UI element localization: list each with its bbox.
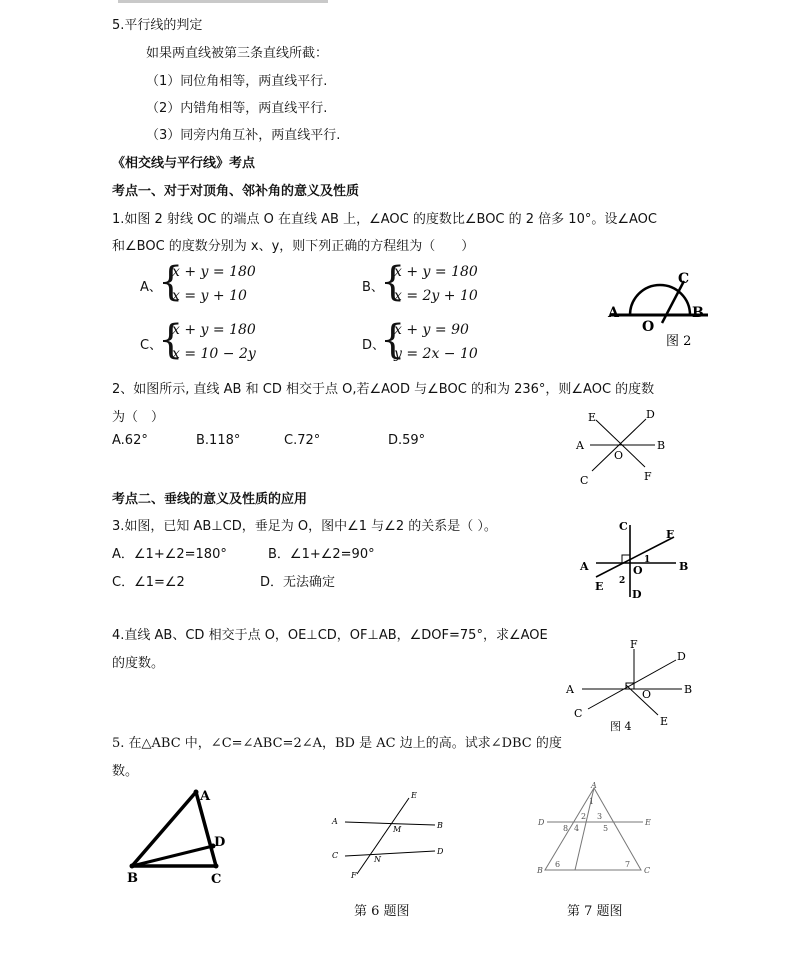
fig-q3-label-c: C bbox=[619, 520, 628, 533]
figure-2 bbox=[600, 265, 720, 355]
q5-line1: 5. 在△ABC 中，∠C=∠ABC=2∠A，BD 是 AC 边上的高。试求∠DBC 的度 bbox=[112, 736, 562, 751]
q1-option-b-system: { x + y = 180 x = 2y + 10 bbox=[380, 259, 478, 305]
q3-option-d: D．无法确定 bbox=[260, 575, 336, 590]
fig7-label-2: 2 bbox=[581, 812, 587, 821]
fig7-label-8: 8 bbox=[563, 824, 569, 833]
q1-option-b-eq1: x + y = 180 bbox=[394, 264, 478, 280]
fig6-label-m: M bbox=[393, 825, 402, 834]
fig4-line-cd bbox=[588, 660, 676, 709]
fig2-caption: 图 2 bbox=[666, 334, 692, 349]
fig-q5-line-bd bbox=[132, 846, 213, 866]
fig4-label-f: F bbox=[630, 638, 638, 651]
fig-q5-label-d: D bbox=[214, 835, 226, 850]
fig-q5-point-a bbox=[194, 790, 199, 795]
fig4-label-c: C bbox=[574, 707, 583, 720]
kaodian2-title: 考点二、垂线的意义及性质的应用 bbox=[112, 492, 308, 507]
q1-option-a-eq1: x + y = 180 bbox=[172, 264, 256, 280]
fig-q3-label-2: 2 bbox=[619, 576, 626, 586]
fig2-arc bbox=[630, 285, 690, 315]
q1-option-d-eq1: x + y = 90 bbox=[394, 322, 469, 338]
fig7-label-1: 1 bbox=[589, 797, 595, 806]
q1-option-a-eq2: x = y + 10 bbox=[172, 288, 247, 304]
fig-q5-label-c: C bbox=[211, 872, 222, 887]
q1-line2: 和∠BOC 的度数分别为 x、y，则下列正确的方程组为（ ） bbox=[112, 239, 475, 254]
fig-q2-label-c: C bbox=[580, 474, 589, 487]
q1-option-c-system: { x + y = 180 x = 10 − 2y bbox=[158, 317, 256, 363]
fig6-label-n: N bbox=[374, 855, 381, 864]
q2-line1: 2、如图所示, 直线 AB 和 CD 相交于点 O,若∠AOD 与∠BOC 的和为 236°，则∠AOC 的度数 bbox=[112, 382, 655, 397]
fig7-label-c: C bbox=[644, 866, 651, 875]
figure-6 bbox=[325, 788, 460, 883]
section-heading: 5.平行线的判定 bbox=[112, 18, 203, 33]
fig7-label-3: 3 bbox=[597, 812, 603, 821]
section-intro: 如果两直线被第三条直线所截： bbox=[146, 46, 329, 61]
q2-option-a: A.62° bbox=[112, 433, 148, 448]
fig7-label-7: 7 bbox=[625, 860, 631, 869]
q2-option-b: B.118° bbox=[196, 433, 241, 448]
q1-option-a-system: { x + y = 180 x = y + 10 bbox=[158, 259, 256, 305]
section-item-3: （3）同旁内角互补，两直线平行. bbox=[146, 128, 341, 143]
q1-option-b-label: B、 bbox=[362, 280, 384, 295]
q1-option-a-label: A、 bbox=[140, 280, 162, 295]
q4-line2: 的度数。 bbox=[112, 656, 165, 671]
q3-option-b: B．∠1+∠2=90° bbox=[268, 547, 375, 562]
fig4-label-a: A bbox=[566, 683, 574, 696]
fig6-label-e: E bbox=[411, 791, 417, 800]
top-rule bbox=[118, 0, 328, 3]
figure-q2 bbox=[570, 405, 680, 490]
q3-option-a: A．∠1+∠2=180° bbox=[112, 547, 227, 562]
fig7-label-b: B bbox=[537, 866, 543, 875]
fig-q2-label-e: E bbox=[588, 411, 597, 424]
q1-option-b-eq2: x = 2y + 10 bbox=[394, 288, 478, 304]
q1-option-c-eq1: x + y = 180 bbox=[172, 322, 256, 338]
kaodian1-title: 考点一、对于对顶角、邻补角的意义及性质 bbox=[112, 184, 360, 199]
fig-q2-label-f: F bbox=[644, 470, 652, 483]
q1-option-d-eq2: y = 2x − 10 bbox=[394, 346, 478, 362]
section-item-1: （1）同位角相等，两直线平行. bbox=[146, 74, 328, 89]
q1-option-c-label: C、 bbox=[140, 338, 163, 353]
fig6-line-ef bbox=[357, 798, 409, 874]
fig-q2-label-b: B bbox=[657, 439, 666, 452]
fig6-label-f: F bbox=[351, 871, 357, 880]
fig-q3-label-b: B bbox=[679, 560, 689, 573]
fig-q3-label-o: O bbox=[633, 564, 643, 577]
fig2-label-a: A bbox=[608, 305, 619, 321]
fig7-label-6: 6 bbox=[555, 860, 561, 869]
fig-q3-label-1: 1 bbox=[644, 555, 651, 565]
fig6-label-c: C bbox=[332, 851, 339, 860]
q3-line1: 3.如图，已知 AB⊥CD，垂足为 O，图中∠1 与∠2 的关系是（ ）。 bbox=[112, 519, 497, 534]
fig7-label-5: 5 bbox=[603, 824, 609, 833]
fig-q3-label-f: F bbox=[666, 528, 674, 541]
q3-option-c: C．∠1=∠2 bbox=[112, 575, 185, 590]
fig2-label-b: B bbox=[692, 305, 704, 321]
figure-7 bbox=[533, 778, 663, 880]
figure-q3 bbox=[578, 515, 693, 605]
fig-q2-label-a: A bbox=[576, 439, 584, 452]
fig7-label-e: E bbox=[645, 818, 651, 827]
fig2-label-o: O bbox=[642, 319, 655, 335]
fig7-label-d: D bbox=[538, 818, 545, 827]
fig6-caption: 第 6 题图 bbox=[354, 904, 410, 919]
fig7-label-a: A bbox=[591, 781, 597, 790]
fig-q3-label-e: E bbox=[595, 580, 604, 593]
fig6-label-d: D bbox=[437, 847, 444, 856]
fig7-caption: 第 7 题图 bbox=[567, 904, 623, 919]
fig-q5-point-b bbox=[130, 864, 135, 869]
fig-q5-point-c bbox=[214, 864, 219, 869]
q1-option-d-label: D、 bbox=[362, 338, 386, 353]
q2-line2: 为（ ） bbox=[112, 410, 165, 425]
q1-option-d-system: { x + y = 90 y = 2x − 10 bbox=[380, 317, 478, 363]
fig6-line-cd bbox=[345, 851, 435, 856]
fig2-label-c: C bbox=[678, 271, 690, 287]
fig4-label-b: B bbox=[684, 683, 693, 696]
fig6-label-a: A bbox=[332, 817, 338, 826]
q4-line1: 4.直线 AB、CD 相交于点 O，OE⊥CD，OF⊥AB，∠DOF=75°，求∠AOE bbox=[112, 628, 548, 643]
q2-option-c: C.72° bbox=[284, 433, 321, 448]
fig-q2-label-d: D bbox=[646, 408, 655, 421]
figure-4 bbox=[560, 635, 700, 735]
fig-q2-label-o: O bbox=[614, 449, 624, 462]
fig6-label-b: B bbox=[437, 821, 443, 830]
fig4-label-d: D bbox=[677, 650, 686, 663]
fig4-label-e: E bbox=[660, 715, 669, 728]
fig4-label-o: O bbox=[642, 688, 652, 701]
fig6-line-ab bbox=[345, 822, 435, 825]
fig-q5-label-a: A bbox=[200, 789, 211, 804]
exam-title: 《相交线与平行线》考点 bbox=[112, 156, 256, 171]
fig-q3-label-a: A bbox=[580, 560, 589, 573]
figure-q5 bbox=[120, 782, 240, 890]
q2-option-d: D.59° bbox=[388, 433, 426, 448]
q1-line1: 1.如图 2 射线 OC 的端点 O 在直线 AB 上，∠AOC 的度数比∠BOC 的 2 倍多 10°。设∠AOC bbox=[112, 212, 657, 227]
fig7-label-4: 4 bbox=[574, 824, 580, 833]
fig-q3-label-d: D bbox=[632, 588, 642, 601]
fig-q5-label-b: B bbox=[127, 871, 138, 886]
section-item-2: （2）内错角相等，两直线平行. bbox=[146, 101, 328, 116]
q1-option-c-eq2: x = 10 − 2y bbox=[172, 346, 256, 362]
q5-line2: 数。 bbox=[112, 764, 139, 779]
fig4-caption: 图 4 bbox=[610, 720, 632, 733]
